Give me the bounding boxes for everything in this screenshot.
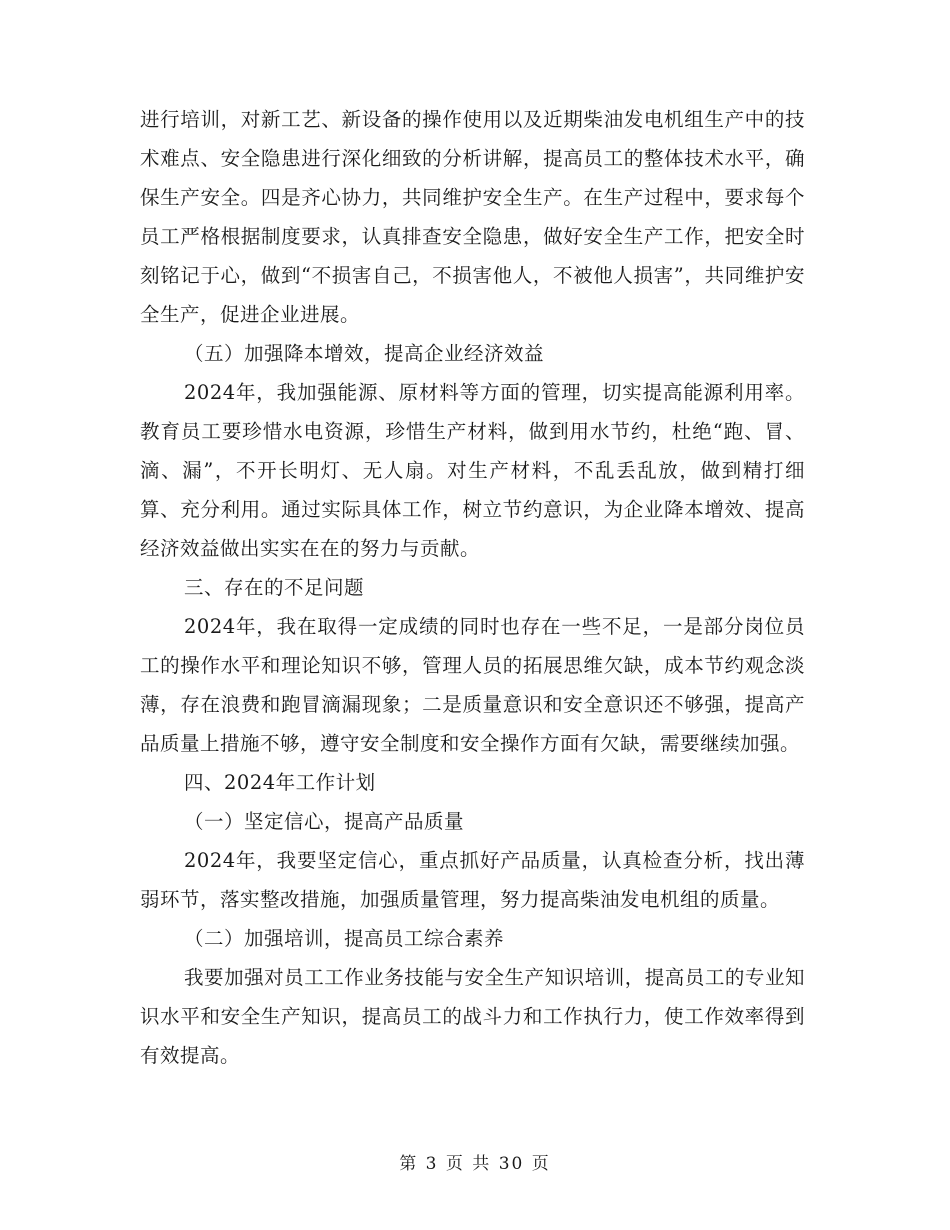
heading-product-quality: （一）坚定信心，提高产品质量	[184, 810, 465, 833]
heading-work-plan: 四、2024年工作计划	[184, 771, 376, 794]
heading-shortcomings: 三、存在的不足问题	[184, 576, 365, 599]
heading-cost-reduction: （五）加强降本增效，提高企业经济效益	[184, 342, 545, 365]
page-number-footer: 第 3 页 共 30 页	[399, 1154, 551, 1174]
paragraph-product-quality: 2024年，我要坚定信心，重点抓好产品质量，认真检查分析，找出薄弱环节，落实整改措施，加强质量管理，努力提高柴油发电机组的质量。	[140, 849, 805, 911]
paragraph-cost-reduction: 2024年，我加强能源、原材料等方面的管理，切实提高能源利用率。教育员工要珍惜水电资源，珍惜生产材料，做到用水节约，杜绝“跑、冒、滴、漏”，不开长明灯、无人扇。对生产材料，不乱丢乱放，做到精打细算、充分利用。通过实际具体工作，树立节约意识，为企业降本增效、提高经济效益做出实实在在的努力与贡献。	[140, 381, 805, 560]
paragraph-shortcomings: 2024年，我在取得一定成绩的同时也存在一些不足，一是部分岗位员工的操作水平和理论知识不够，管理人员的拓展思维欠缺，成本节约观念淡薄，存在浪费和跑冒滴漏现象；二是质量意识和安全意识还不够强，提高产品质量上措施不够，遵守安全制度和安全操作方面有欠缺，需要继续加强。	[140, 615, 805, 755]
heading-training: （二）加强培训，提高员工综合素养	[184, 927, 505, 950]
paragraph-training: 我要加强对员工工作业务技能与安全生产知识培训，提高员工的专业知识水平和安全生产知识，提高员工的战斗力和工作执行力，使工作效率得到有效提高。	[140, 966, 805, 1067]
paragraph-training-safety: 进行培训，对新工艺、新设备的操作使用以及近期柴油发电机组生产中的技术难点、安全隐患进行深化细致的分析讲解，提高员工的整体技术水平，确保生产安全。四是齐心协力，共同维护安全生产。在生产过程中，要求每个员工严格根据制度要求，认真排查安全隐患，做好安全生产工作，把安全时刻铭记于心，做到“不损害自己，不损害他人，不被他人损害”，共同维护安全生产，促进企业进展。	[140, 108, 805, 326]
document-body	[140, 100, 805, 1075]
